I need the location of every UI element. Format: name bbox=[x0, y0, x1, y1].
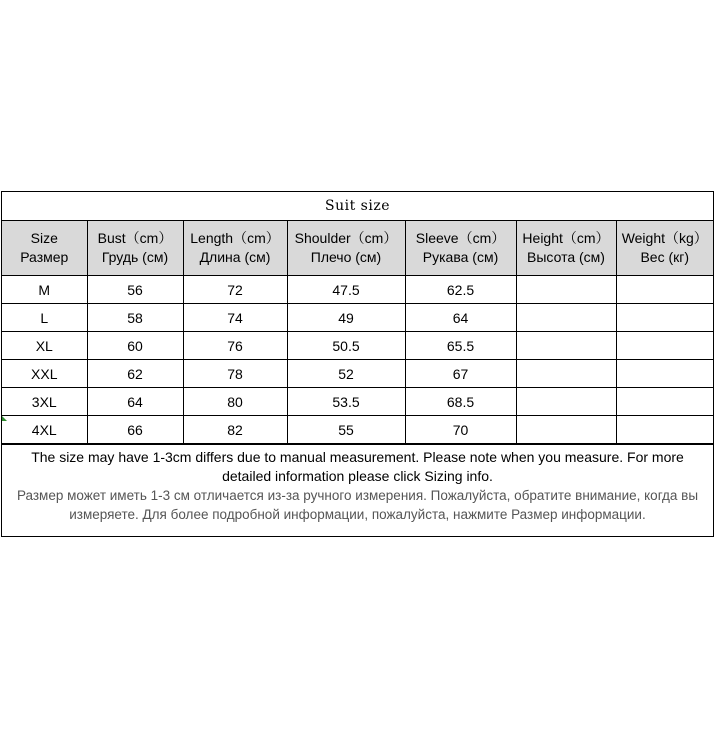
weight-cell bbox=[616, 276, 713, 304]
header-length: Length（cm） Длина (см) bbox=[183, 221, 287, 276]
table-row bbox=[2, 276, 713, 304]
length-cell: 82 bbox=[183, 416, 287, 444]
cell-corner-marker bbox=[2, 416, 7, 421]
table-row bbox=[2, 304, 713, 332]
header-shoulder: Shoulder（cm） Плечо (см) bbox=[287, 221, 405, 276]
bust-cell: 62 bbox=[87, 360, 183, 388]
bust-cell: 66 bbox=[87, 416, 183, 444]
bust-cell: 58 bbox=[87, 304, 183, 332]
size-table bbox=[2, 221, 713, 444]
height-cell bbox=[516, 332, 616, 360]
weight-cell bbox=[616, 304, 713, 332]
header-height: Height（cm） Высота (см) bbox=[516, 221, 616, 276]
height-cell bbox=[516, 416, 616, 444]
height-cell bbox=[516, 276, 616, 304]
measurement-note bbox=[2, 444, 713, 536]
sleeve-cell: 65.5 bbox=[405, 332, 516, 360]
shoulder-cell: 52 bbox=[287, 360, 405, 388]
length-cell: 74 bbox=[183, 304, 287, 332]
size-cell: XXL bbox=[2, 360, 87, 388]
header-row bbox=[2, 221, 713, 276]
length-cell: 80 bbox=[183, 388, 287, 416]
height-cell bbox=[516, 360, 616, 388]
table-row bbox=[2, 388, 713, 416]
shoulder-cell: 49 bbox=[287, 304, 405, 332]
size-cell: M bbox=[2, 276, 87, 304]
weight-cell bbox=[616, 360, 713, 388]
size-cell: XL bbox=[2, 332, 87, 360]
size-cell: 3XL bbox=[2, 388, 87, 416]
size-cell: L bbox=[2, 304, 87, 332]
height-cell bbox=[516, 304, 616, 332]
size-cell: 4XL bbox=[2, 416, 87, 444]
bust-cell: 64 bbox=[87, 388, 183, 416]
header-sleeve: Sleeve（cm） Рукава (см) bbox=[405, 221, 516, 276]
shoulder-cell: 50.5 bbox=[287, 332, 405, 360]
sleeve-cell: 70 bbox=[405, 416, 516, 444]
bust-cell: 60 bbox=[87, 332, 183, 360]
table-row bbox=[2, 416, 713, 444]
sleeve-cell: 64 bbox=[405, 304, 516, 332]
bust-cell: 56 bbox=[87, 276, 183, 304]
header-size: Size Размер bbox=[2, 221, 87, 276]
sleeve-cell: 62.5 bbox=[405, 276, 516, 304]
size-chart bbox=[1, 191, 714, 537]
length-cell: 72 bbox=[183, 276, 287, 304]
chart-title: Suit size bbox=[2, 192, 713, 221]
header-weight: Weight（kg） Вес (кг) bbox=[616, 221, 713, 276]
note-russian: Размер может иметь 1-3 см отличается из-за ручного измерения. Пожалуйста, обратите внимание, когда вы измеряете. Для более подробной информации, пожалуйста, нажмите Размер информации. bbox=[16, 488, 699, 522]
weight-cell bbox=[616, 332, 713, 360]
weight-cell bbox=[616, 416, 713, 444]
header-bust: Bust（cm） Грудь (см) bbox=[87, 221, 183, 276]
shoulder-cell: 47.5 bbox=[287, 276, 405, 304]
sleeve-cell: 67 bbox=[405, 360, 516, 388]
weight-cell bbox=[616, 388, 713, 416]
length-cell: 76 bbox=[183, 332, 287, 360]
table-row bbox=[2, 332, 713, 360]
height-cell bbox=[516, 388, 616, 416]
note-english: The size may have 1-3cm differs due to manual measurement. Please note when you measure. For more detailed information please click Sizing info. bbox=[31, 449, 684, 484]
shoulder-cell: 53.5 bbox=[287, 388, 405, 416]
sleeve-cell: 68.5 bbox=[405, 388, 516, 416]
length-cell: 78 bbox=[183, 360, 287, 388]
table-row bbox=[2, 360, 713, 388]
shoulder-cell: 55 bbox=[287, 416, 405, 444]
